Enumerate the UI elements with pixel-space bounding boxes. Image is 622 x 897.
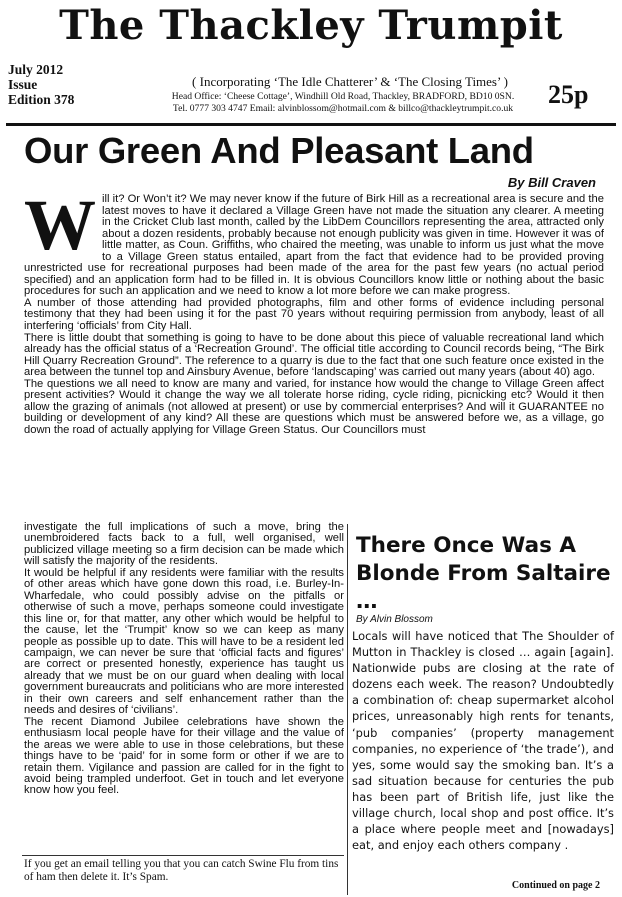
column-divider — [347, 524, 348, 895]
article-paragraph: ill it? Or Won’t it? We may never know if the future of Birk Hill as a recreational area is secure and the latest moves to have it declared a Village Green have not made the situation any clearer. A meeting in the Cricket Club last month, called by the LibDem Councillors representing the area, attracted only about a dozen residents, probably because not enough publicity was given in time. However it was of little matter, as Coun. Griffiths, who chaired the meeting, was unable to inform us just what the move to a Village Green status entailed, apart from the fact that evidence had to be provided proving unrestricted use for recreational purposes had been made of the area for the past few years (no actual period specified) and an application form had to be filled in. It is obvious Councillors know little or nothing about the basic procedures for such an application and we need to know a lot more before we can make progress. — [24, 193, 604, 298]
sidebar-article-body: Locals will have noticed that The Shoulder of Mutton in Thackley is closed … again [again]. Nationwide pubs are closing at the rate of dozens each week. The reason? Undoubtedly a combination of: cheap supermarket alcohol prices, unreasonably high rents for tenants, ‘pub companies’ (property management companies, no experience of ‘the trade’), and yes, some would say the smoking ban. It’s a sad situation because for centuries the pub has been part of British life, just like the village church, local shop and post office. It’s a place where people meet and [nowadays] eat, and enjoy each others company . — [352, 629, 614, 853]
masthead-subtitle: ( Incorporating ‘The Idle Chatterer’ & ‘The Closing Times’ ) — [192, 74, 508, 89]
issue-label: Issue — [8, 77, 38, 92]
spam-note-divider — [22, 855, 344, 856]
main-byline: By Bill Craven — [507, 175, 596, 190]
issue-info — [8, 62, 74, 107]
newspaper-title: The Thackley Trumpit — [59, 2, 563, 49]
main-article-column — [24, 522, 344, 797]
main-article-body — [24, 185, 604, 436]
head-office-address: Head Office: ‘Cheese Cottage’, Windhill Old Road, Thackley, BRADFORD, BD10 0SN. — [171, 91, 515, 102]
edition-number: Edition 378 — [8, 92, 75, 107]
masthead-divider — [6, 123, 616, 126]
article-paragraph: There is little doubt that something is going to have to be done about this piece of valuable recreational land which already has the official status of a ‘Recreation Ground’. The official title according to Council records being, “The Birk Hill Quarry Recreation Ground”. The reference to a quarry is due to the fact that one such feature once existed in the area between the tunnel top and Ainsbury Avenue, before ‘landscaping’ was carried out many years (about 40) ago. — [24, 331, 604, 379]
article-paragraph: It would be helpful if any residents were familiar with the results of other areas which have gone down this road, i.e. Burley-In-Wharfedale, who could possibly advise on the pitfalls or otherwise of such a move, perhaps someone could investigate this line or, for that matter, any other which would be helpful to the cause, let the ‘Trumpit’ know so we can keep as many people as possible up to date. This will have to be a resident led campaign, we can never be sure that ‘official facts and figures’ are correct or presented honestly, experience has taught us already that we must be on our guard when dealing with local government bureaucrats and politicians who are more interested in their own careers and self enhancement rather than the needs and desires of ‘civilians’. — [24, 566, 344, 717]
article-paragraph: investigate the full implications of such a move, bring the unembroidered facts back to a full, well organised, well publicized village meeting so a firm decision can be made which will satisfy the majority of the residents. — [24, 521, 344, 568]
price-label: 25p — [548, 80, 589, 109]
article-paragraph: A number of those attending had provided photographs, film and other forms of evidence including personal testimony that they had been using it for the past 70 years without requiring permission from anybody, least of all interfering ‘officials’ from City Hall. — [24, 296, 604, 333]
contact-details: Tel. 0777 303 4747 Email: alvinblossom@hotmail.com & billco@thackleytrumpit.co.uk — [172, 103, 514, 114]
main-headline: Our Green And Pleasant Land — [24, 130, 534, 171]
continued-note: Continued on page 2 — [511, 880, 600, 891]
spam-joke-note: If you get an email telling you that you can catch Swine Flu from tins of ham then delete it. It’s Spam. — [24, 858, 339, 883]
article-paragraph: The recent Diamond Jubilee celebrations have shown the enthusiasm local people have for their village and the value of the areas we were able to use in those celebrations, but these things have to be ‘paid’ for in some form or other if we are to retain them. Vigilance and passion are called for in the fight to avoid being trampled underfoot. Get in touch and let everyone know how you feel. — [24, 715, 344, 797]
article-paragraph: The questions we all need to know are many and varied, for instance how would the change to Village Green affect present activities? Would it change the way we all tolerate horse riding, cycle riding, picnicking etc? Would it then allow the grazing of animals (not allowed at present) or use by commercial enterprises? And will it GUARANTEE no building or development of any kind? All these are questions which must be answered before we, as a village, go down the road of actually applying for Village Green Status. Our Councillors must — [24, 377, 604, 436]
sidebar-byline: By Alvin Blossom — [356, 614, 433, 625]
issue-date: July 2012 — [8, 62, 64, 77]
sidebar-headline: There Once Was A Blonde From Saltaire … — [356, 533, 611, 614]
head-office-block — [128, 91, 558, 115]
drop-cap: W — [24, 185, 96, 265]
